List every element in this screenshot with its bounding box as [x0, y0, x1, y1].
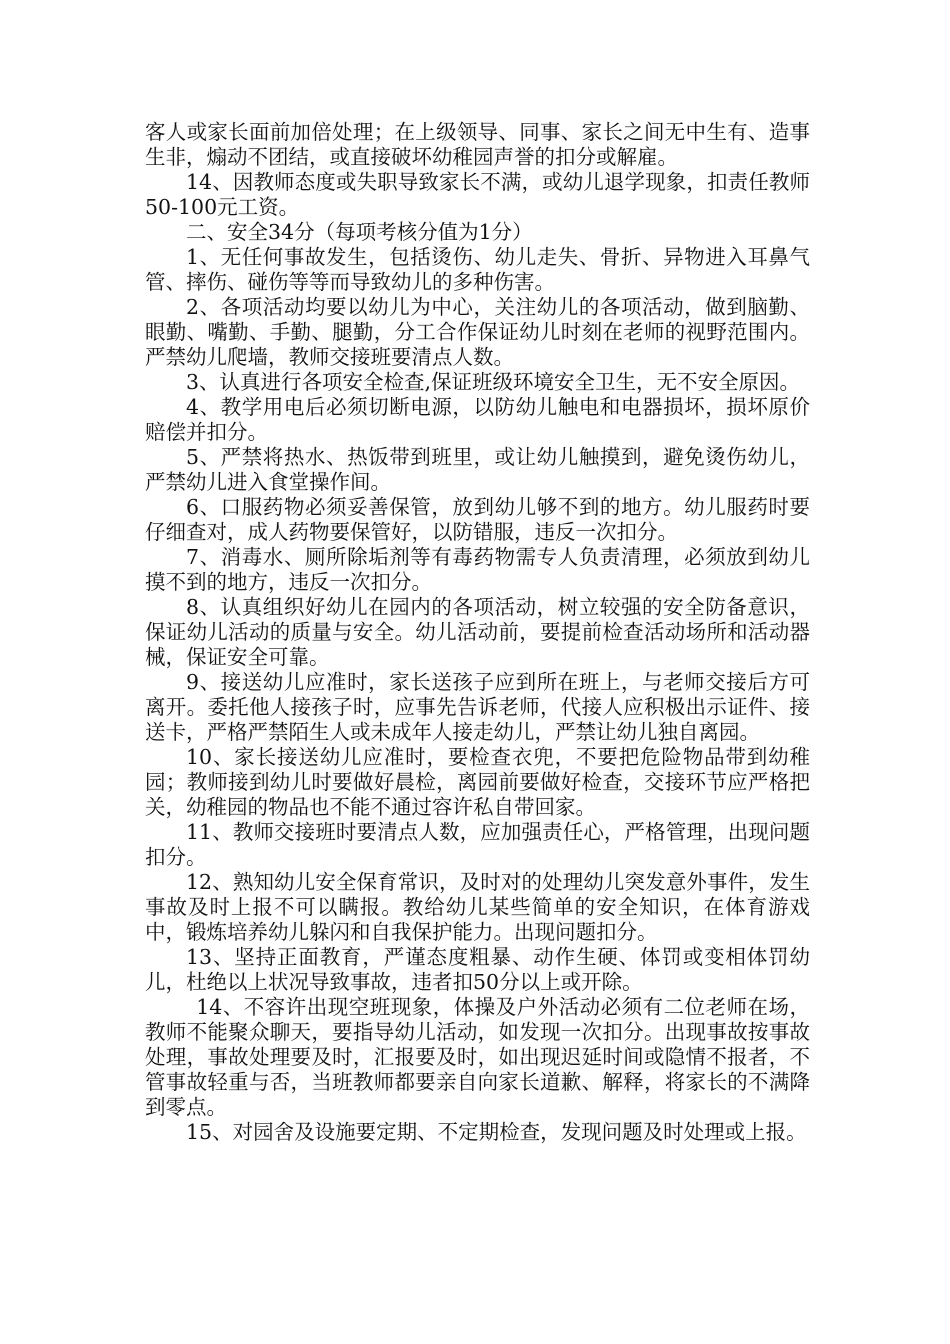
- paragraph-item-9: 9、接送幼儿应准时，家长送孩子应到所在班上，与老师交接后方可离开。委托他人接孩子时，应事先告诉老师，代接人应积极出示证件、接送卡，严格严禁陌生人或未成年人接走幼儿，严禁让幼儿独自离园。: [145, 670, 810, 744]
- paragraph-item-6: 6、口服药物必须妥善保管，放到幼儿够不到的地方。幼儿服药时要仔细查对，成人药物要保管好，以防错服，违反一次扣分。: [145, 495, 810, 544]
- paragraph-item-13: 13、坚持正面教育，严谨态度粗暴、动作生硬、体罚或变相体罚幼儿，杜绝以上状况导致事故，违者扣50分以上或开除。: [145, 945, 810, 994]
- paragraph-item-5: 5、严禁将热水、热饭带到班里，或让幼儿触摸到，避免烫伤幼儿，严禁幼儿进入食堂操作间。: [145, 445, 810, 494]
- paragraph-item-10: 10、家长接送幼儿应准时，要检查衣兜，不要把危险物品带到幼稚园；教师接到幼儿时要做好晨检，离园前要做好检查，交接环节应严格把关，幼稚园的物品也不能不通过容许私自带回家。: [145, 745, 810, 819]
- paragraph-item-12: 12、熟知幼儿安全保育常识，及时对的处理幼儿突发意外事件，发生事故及时上报不可以瞒报。教给幼儿某些简单的安全知识，在体育游戏中，锻炼培养幼儿躲闪和自我保护能力。出现问题扣分。: [145, 870, 810, 944]
- paragraph-continuation: 客人或家长面前加倍处理；在上级领导、同事、家长之间无中生有、造事生非，煽动不团结，或直接破坏幼稚园声誉的扣分或解雇。: [145, 120, 810, 169]
- paragraph-item-1: 1、无任何事故发生，包括烫伤、幼儿走失、骨折、异物进入耳鼻气管、摔伤、碰伤等等而导致幼儿的多种伤害。: [145, 245, 810, 294]
- paragraph-item-7: 7、消毒水、厕所除垢剂等有毒药物需专人负责清理，必须放到幼儿摸不到的地方，违反一次扣分。: [145, 545, 810, 594]
- paragraph-item-14-safety: 14、不容许出现空班现象，体操及户外活动必须有二位老师在场，教师不能聚众聊天，要指导幼儿活动，如发现一次扣分。出现事故按事故处理，事故处理要及时，汇报要及时，如出现迟延时间或隐情不报者，不管事故轻重与否，当班教师都要亲自向家长道歉、解释，将家长的不满降到零点。: [145, 995, 810, 1119]
- paragraph-item-8: 8、认真组织好幼儿在园内的各项活动，树立较强的安全防备意识，保证幼儿活动的质量与安全。幼儿活动前，要提前检查活动场所和活动器械，保证安全可靠。: [145, 595, 810, 669]
- paragraph-item-14-attitude: 14、因教师态度或失职导致家长不满，或幼儿退学现象，扣责任教师50-100元工资。: [145, 170, 810, 219]
- paragraph-item-3: 3、认真进行各项安全检查,保证班级环境安全卫生，无不安全原因。: [186, 370, 801, 394]
- document-page: [145, 120, 810, 1145]
- paragraph-item-11: 11、教师交接班时要清点人数，应加强责任心，严格管理，出现问题扣分。: [145, 820, 810, 869]
- paragraph-item-2: 2、各项活动均要以幼儿为中心，关注幼儿的各项活动，做到脑勤、眼勤、嘴勤、手勤、腿勤，分工合作保证幼儿时刻在老师的视野范围内。严禁幼儿爬墙，教师交接班要清点人数。: [145, 295, 810, 369]
- paragraph-item-15: 15、对园舍及设施要定期、不定期检查，发现问题及时处理或上报。: [186, 1120, 807, 1144]
- section-heading-safety: 二、安全34分（每项考核分值为1分）: [186, 220, 533, 244]
- paragraph-item-4: 4、教学用电后必须切断电源，以防幼儿触电和电器损坏，损坏原价赔偿并扣分。: [145, 395, 810, 444]
